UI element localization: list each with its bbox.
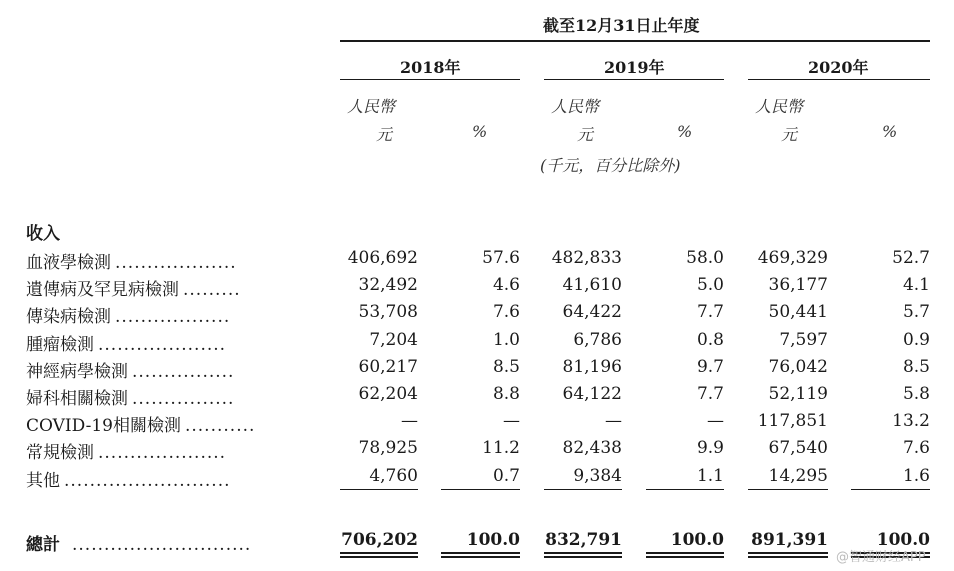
cell-pct-2018: 0.7 [492, 466, 520, 486]
cell-pct-2020: 5.7 [902, 302, 930, 322]
cell-pct-2020: 0.9 [902, 330, 930, 350]
cell-pct-2020: 8.5 [902, 357, 930, 377]
cell-value-2019: 64,422 [562, 302, 622, 322]
total-double-rule-2019-pct-a [646, 552, 724, 554]
row-leader-dots: .................. [115, 307, 231, 327]
total-double-rule-2019-pct-b [646, 556, 724, 558]
row-leader-dots: .................... [98, 443, 227, 463]
cell-value-2018: 62,204 [358, 384, 418, 404]
cell-value-2020: 67,540 [768, 438, 828, 458]
cell-value-2019: 64,122 [562, 384, 622, 404]
year-2020-rule [748, 79, 930, 80]
cell-pct-2018: 7.6 [492, 302, 520, 322]
cell-value-2020: 52,119 [768, 384, 828, 404]
cell-pct-2019: 7.7 [696, 302, 724, 322]
subtotal-rule-2019-pct [646, 489, 724, 490]
row-leader-dots: ................... [115, 253, 237, 273]
cell-value-2018: 406,692 [347, 248, 418, 268]
cell-pct-2018: 1.0 [492, 330, 520, 350]
section-label-revenue: 收入 [26, 224, 60, 244]
cell-value-2020: 469,329 [757, 248, 828, 268]
cell-pct-2018: 8.8 [492, 384, 520, 404]
total-double-rule-2019-value-a [544, 552, 622, 554]
total-double-rule-2018-value-b [340, 556, 418, 558]
cell-pct-2018: 11.2 [482, 438, 520, 458]
cell-value-2018: 7,204 [369, 330, 418, 350]
subtotal-rule-2018-value [340, 489, 418, 490]
cell-value-2019: 81,196 [562, 357, 622, 377]
row-label-text: 遺傳病及罕見病檢測 [26, 280, 179, 300]
total-double-rule-2018-pct-a [441, 552, 520, 554]
cell-pct-2020: 7.6 [902, 438, 930, 458]
year-2018-heading: 2018年 [400, 58, 461, 77]
unit-pct-2020: % [882, 122, 898, 141]
cell-pct-2019: 0.8 [696, 330, 724, 350]
cell-value-2018: 60,217 [358, 357, 418, 377]
cell-value-2020: 50,441 [768, 302, 828, 322]
unit-yuan-2019: 元 [577, 125, 594, 144]
cell-pct-2019: 7.7 [696, 384, 724, 404]
row-label [26, 357, 234, 382]
row-leader-dots: ......... [183, 280, 241, 300]
cell-pct-2019: 1.1 [696, 466, 724, 486]
cell-value-2018: 4,760 [369, 466, 418, 486]
year-2019-rule [544, 79, 724, 80]
total-double-rule-2020-value-b [748, 556, 828, 558]
row-label [26, 330, 226, 355]
row-leader-dots: .......................... [64, 471, 231, 491]
row-label [26, 248, 237, 273]
year-2020-heading: 2020年 [808, 58, 869, 77]
row-label-text: 傳染病檢測 [26, 307, 111, 327]
cell-pct-2019: 9.9 [696, 438, 724, 458]
total-double-rule-2018-value-a [340, 552, 418, 554]
row-label-text: 神經病學檢測 [26, 362, 128, 382]
total-2018-pct: 100.0 [466, 530, 520, 550]
total-double-rule-2020-value-a [748, 552, 828, 554]
header-top-rule [340, 40, 930, 42]
currency-2018: 人民幣 [347, 97, 396, 116]
row-label [26, 438, 226, 463]
cell-value-2020: 7,597 [779, 330, 828, 350]
total-2018-value: 706,202 [341, 530, 418, 550]
row-label-text: 婦科相關檢測 [26, 389, 128, 409]
cell-value-2020: 76,042 [768, 357, 828, 377]
cell-pct-2019: 9.7 [696, 357, 724, 377]
unit-note: (千元，百分比除外) [540, 156, 681, 175]
currency-2020: 人民幣 [755, 97, 804, 116]
total-label [26, 530, 251, 555]
cell-value-2019: — [605, 411, 622, 431]
cell-pct-2018: — [503, 411, 520, 431]
row-leader-dots: ................ [132, 389, 235, 409]
total-label-text: 總計 [26, 535, 60, 555]
row-label [26, 275, 241, 300]
cell-value-2018: 32,492 [358, 275, 418, 295]
year-2018-rule [340, 79, 520, 80]
cell-value-2018: 53,708 [358, 302, 418, 322]
cell-pct-2018: 8.5 [492, 357, 520, 377]
row-leader-dots: .................... [98, 335, 227, 355]
row-label [26, 384, 234, 409]
cell-pct-2020: 52.7 [892, 248, 930, 268]
row-label [26, 466, 231, 491]
period-title: 截至12月31日止年度 [543, 16, 700, 35]
row-label-text: COVID-19相關檢測 [26, 416, 181, 436]
cell-value-2020: 14,295 [768, 466, 828, 486]
cell-pct-2020: 5.8 [902, 384, 930, 404]
year-2019-heading: 2019年 [604, 58, 665, 77]
cell-pct-2019: — [707, 411, 724, 431]
cell-value-2018: — [401, 411, 418, 431]
cell-value-2019: 6,786 [573, 330, 622, 350]
cell-pct-2019: 58.0 [686, 248, 724, 268]
cell-value-2018: 78,925 [358, 438, 418, 458]
subtotal-rule-2020-value [748, 489, 828, 490]
row-label [26, 411, 255, 436]
cell-value-2019: 82,438 [562, 438, 622, 458]
subtotal-rule-2020-pct [851, 489, 930, 490]
cell-pct-2018: 57.6 [482, 248, 520, 268]
cell-pct-2020: 13.2 [892, 411, 930, 431]
total-double-rule-2019-value-b [544, 556, 622, 558]
subtotal-rule-2018-pct [441, 489, 520, 490]
total-2019-value: 832,791 [545, 530, 622, 550]
row-label [26, 302, 230, 327]
cell-pct-2020: 1.6 [902, 466, 930, 486]
watermark: @智通财经APP [836, 550, 926, 565]
cell-value-2020: 36,177 [768, 275, 828, 295]
cell-value-2019: 9,384 [573, 466, 622, 486]
row-label-text: 其他 [26, 471, 60, 491]
cell-pct-2018: 4.6 [492, 275, 520, 295]
unit-pct-2018: % [472, 122, 488, 141]
row-label-text: 血液學檢測 [26, 253, 111, 273]
cell-pct-2019: 5.0 [696, 275, 724, 295]
row-leader-dots: ................ [132, 362, 235, 382]
cell-value-2020: 117,851 [757, 411, 828, 431]
unit-pct-2019: % [677, 122, 693, 141]
cell-pct-2020: 4.1 [902, 275, 930, 295]
total-2020-value: 891,391 [751, 530, 828, 550]
currency-2019: 人民幣 [551, 97, 600, 116]
unit-yuan-2018: 元 [376, 125, 393, 144]
cell-value-2019: 482,833 [551, 248, 622, 268]
total-2019-pct: 100.0 [670, 530, 724, 550]
row-label-text: 常規檢測 [26, 443, 94, 463]
unit-yuan-2020: 元 [781, 125, 798, 144]
total-2020-pct: 100.0 [876, 530, 930, 550]
row-leader-dots: ........... [184, 416, 256, 436]
total-leader: ............................ [72, 535, 252, 555]
total-double-rule-2018-pct-b [441, 556, 520, 558]
row-label-text: 腫瘤檢測 [26, 335, 94, 355]
subtotal-rule-2019-value [544, 489, 622, 490]
cell-value-2019: 41,610 [562, 275, 622, 295]
